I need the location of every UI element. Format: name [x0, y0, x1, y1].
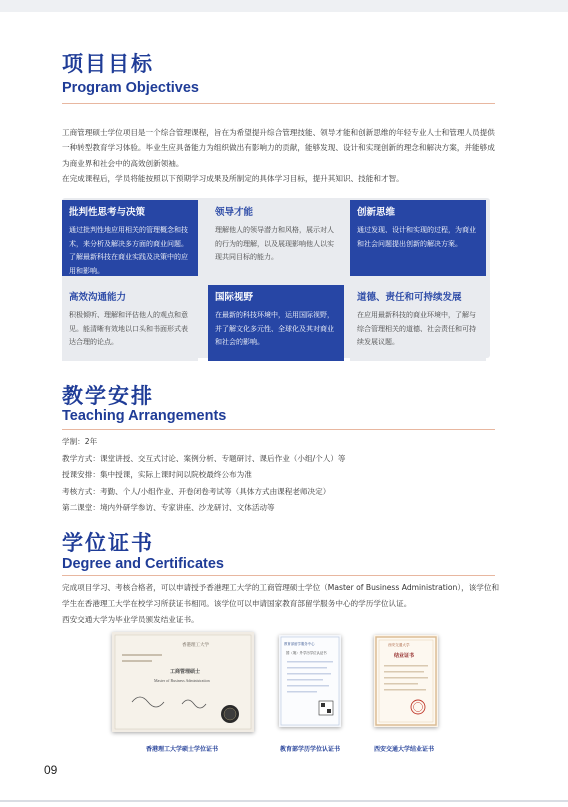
polyu-degree-certificate-image: [112, 632, 254, 732]
certificate-caption: 香港理工大学硕士学位证书: [146, 746, 219, 753]
cert-header: 西安交通大学: [388, 643, 410, 647]
objective-title: 道德、责任和可持续发展: [357, 292, 462, 303]
list-item: 学制：2年: [62, 437, 98, 446]
cert-title: 国（境）外学历学位认证书: [286, 651, 327, 655]
section-title-degree-en: Degree and Certificates: [62, 556, 224, 572]
objective-title: 创新思维: [357, 207, 396, 218]
cert-subtitle: Master of Business Administration: [154, 678, 210, 683]
bottom-divider: [0, 800, 568, 802]
certificate-caption: 西安交通大学结业证书: [374, 746, 435, 753]
objective-card-leadership: [208, 200, 344, 276]
cert-title: 结业证书: [394, 653, 415, 659]
certificate-artwork: [279, 635, 341, 727]
section-title-degree-cn: 学位证书: [62, 531, 154, 555]
objective-desc: 通过发现、设计和实现的过程，为商业和社会问题提出创新的解决方案。: [357, 226, 476, 248]
section-title-teaching-cn: 教学安排: [62, 384, 154, 408]
degree-paragraph: 西安交通大学为毕业学员颁发结业证书。: [62, 615, 199, 624]
objective-desc: 在最新的科技环境中，运用国际视野，并了解文化多元性、全球化及其对商业和社会的影响。: [215, 311, 334, 346]
certificate-caption: 教育部学历学位认证书: [280, 746, 341, 753]
page-number: 09: [44, 763, 58, 777]
section-divider: [62, 575, 495, 576]
section-title-teaching-en: Teaching Arrangements: [62, 408, 227, 424]
section-title-objectives-en: Program Objectives: [62, 80, 199, 96]
objective-card-global-vision: [208, 285, 344, 361]
objective-title: 领导才能: [215, 207, 254, 218]
list-item: 第二课堂：境内外研学参访、专家讲座、沙龙研讨、文体活动等: [62, 503, 275, 512]
cert-title: 工商管理硕士: [170, 669, 201, 675]
list-item: 教学方式：课堂讲授、交互式讨论、案例分析、专题研讨、课后作业（小组/个人）等: [62, 453, 346, 463]
teaching-list: [62, 434, 502, 517]
degree-description: [62, 580, 502, 628]
objectives-intro: [62, 125, 502, 187]
xjtu-completion-certificate-image: [374, 635, 438, 727]
objective-desc: 通过批判性地应用相关的管理概念和技术，来分析及解决多方面的商业问题。了解最新科技在商业实践及决策中的应用和影响。: [69, 226, 188, 275]
objective-title: 批判性思考与决策: [69, 207, 146, 218]
objective-card-ethics: [350, 285, 486, 361]
intro-paragraph: 工商管理硕士学位项目是一个综合管理课程，旨在为希望提升综合管理技能、领导才能和创新思维的年轻专业人士和管理人员提供一种转型教育学习体验。毕业生应具备能力为组织做出有影响力的贡献，能够发现、设计和实现创新的理念和解决方案，并能够成为商业界和社会中的高效创新领袖。: [62, 128, 495, 168]
list-item: 授课安排：集中授课，实际上课时间以院校最终公布为准: [62, 470, 252, 479]
objective-desc: 在应用最新科技的商业环境中，了解与综合管理相关的道德、社会责任和可持续发展议题。: [357, 311, 476, 346]
top-strip: [0, 0, 568, 12]
objective-card-innovation: [350, 200, 486, 276]
objective-card-communication: [62, 285, 198, 361]
objective-card-critical-thinking: [62, 200, 198, 276]
moe-recognition-certificate-image: [279, 635, 341, 727]
section-divider: [62, 429, 495, 430]
intro-paragraph: 在完成课程后，学员将能按照以下预期学习成果及所制定的具体学习目标，提升其知识、技能和才智。: [62, 174, 404, 184]
certificate-artwork: [374, 635, 438, 727]
objective-title: 国际视野: [215, 292, 254, 303]
list-item: 考核方式：考勤、个人/小组作业、开卷闭卷考试等（具体方式由课程老师决定）: [62, 486, 331, 496]
objective-desc: 积极倾听、理解和评估他人的观点和意见。能清晰有效地以口头和书面形式表达合理的论点。: [69, 311, 188, 346]
degree-paragraph: 完成项目学习、考核合格者，可以申请授予香港理工大学的工商管理硕士学位（Master of Business Administration），该学位和学生在香港理工大学在校学习所获证书相同。该学位可以申请国家教育部留学服务中心的学历学位认证。: [62, 583, 500, 608]
cert-header: 教育部留学服务中心: [284, 642, 315, 646]
objective-desc: 理解他人的领导潜力和风格，展示对人的行为的理解，以及展现影响他人以实现共同目标的能力。: [215, 226, 334, 261]
section-divider: [62, 103, 495, 104]
objective-title: 高效沟通能力: [69, 292, 127, 303]
cert-header: 香港理工大学: [182, 643, 209, 648]
section-title-objectives-cn: 项目目标: [62, 52, 154, 76]
